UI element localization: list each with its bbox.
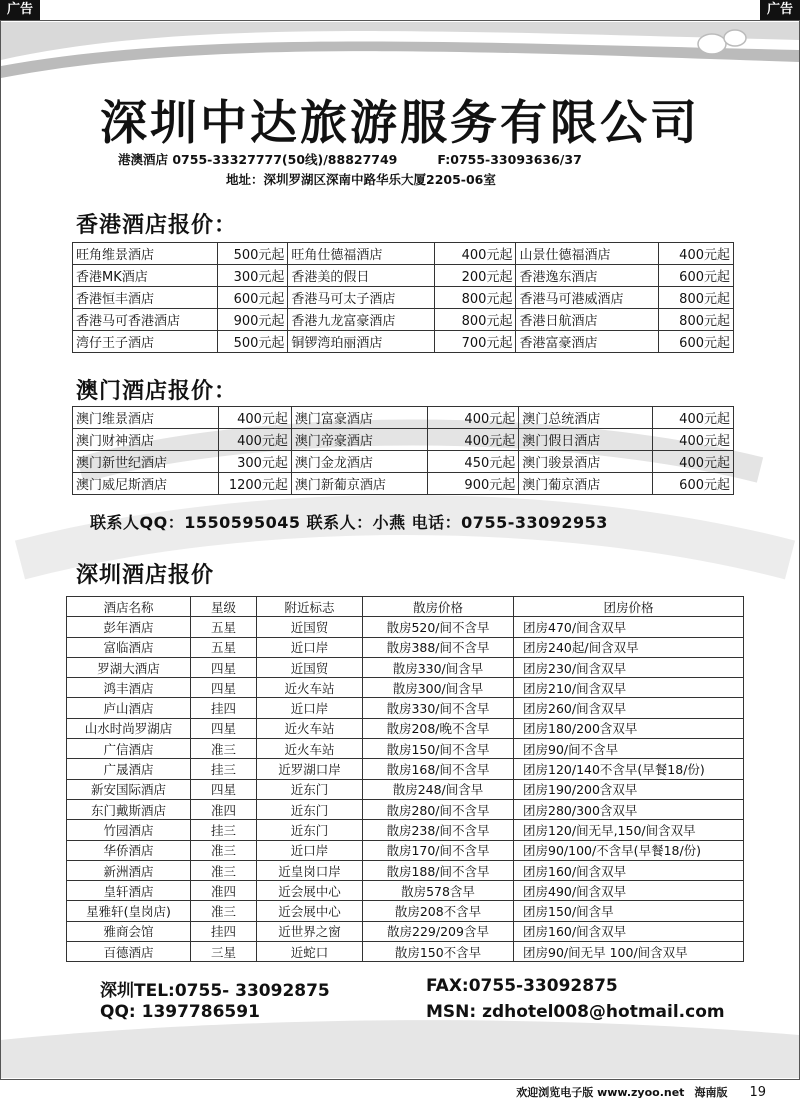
hotel-name: 香港逸东酒店 (516, 265, 659, 287)
table-row (73, 309, 734, 331)
hotel-price: 500元起 (217, 243, 288, 265)
single-room-price: 散房168/间不含早 (363, 759, 514, 779)
hotel-price: 800元起 (659, 287, 734, 309)
footer-tel: 深圳TEL:0755- 33092875 (100, 981, 330, 1001)
hotel-name: 香港富豪酒店 (516, 331, 659, 353)
ad-tag-left: 广告 (0, 0, 40, 20)
landmark: 近蛇口 (257, 942, 363, 962)
column-header: 散房价格 (363, 597, 514, 617)
landmark: 近会展中心 (257, 881, 363, 901)
hotel-price: 800元起 (435, 309, 516, 331)
hotel-price: 1200元起 (219, 473, 292, 495)
single-room-price: 散房520/间不含早 (363, 617, 514, 637)
footer-msn: MSN: zdhotel008@hotmail.com (426, 1002, 725, 1022)
hotel-price: 400元起 (659, 243, 734, 265)
table-row (67, 860, 744, 880)
landmark: 近东门 (257, 779, 363, 799)
landmark: 近东门 (257, 799, 363, 819)
table-row (67, 657, 744, 677)
hotel-name: 华侨酒店 (67, 840, 191, 860)
single-room-price: 散房150/间不含早 (363, 739, 514, 759)
hotel-name: 广信酒店 (67, 739, 191, 759)
hotel-name: 香港日航酒店 (516, 309, 659, 331)
shenzhen-section-title: 深圳酒店报价 (76, 563, 215, 588)
hotel-price: 900元起 (427, 473, 519, 495)
landmark: 近国贸 (257, 617, 363, 637)
hotel-price: 400元起 (435, 243, 516, 265)
hotel-name: 澳门金龙酒店 (291, 451, 427, 473)
hotel-name: 庐山酒店 (67, 698, 191, 718)
hotel-name: 彭年酒店 (67, 617, 191, 637)
macau-section-title: 澳门酒店报价： (76, 379, 238, 404)
star-rating: 五星 (191, 637, 257, 657)
star-rating: 四星 (191, 657, 257, 677)
landmark: 近火车站 (257, 678, 363, 698)
hotel-price: 900元起 (217, 309, 288, 331)
hotel-name: 澳门假日酒店 (519, 429, 653, 451)
hotel-name: 澳门总统酒店 (519, 407, 653, 429)
hotel-name: 山景仕德福酒店 (516, 243, 659, 265)
group-room-price: 团房90/间不含早 (514, 739, 744, 759)
footer-qq: QQ: 1397786591 (100, 1002, 260, 1022)
star-rating: 四星 (191, 718, 257, 738)
hotel-name: 旺角维景酒店 (73, 243, 218, 265)
single-room-price: 散房150不含早 (363, 942, 514, 962)
table-header-row (67, 597, 744, 617)
group-room-price: 团房90/100/不含早(早餐18/份) (514, 840, 744, 860)
single-room-price: 散房388/间不含早 (363, 637, 514, 657)
page-number: 19 (749, 1085, 766, 1100)
table-row (67, 921, 744, 941)
group-room-price: 团房120/间无早,150/间含双早 (514, 820, 744, 840)
hotel-name: 星雅轩(皇岗店) (67, 901, 191, 921)
hotel-name: 澳门维景酒店 (73, 407, 219, 429)
landmark: 近东门 (257, 820, 363, 840)
hotel-price: 400元起 (652, 429, 733, 451)
hotel-name: 旺角仕德福酒店 (288, 243, 435, 265)
hotel-price: 400元起 (219, 429, 292, 451)
star-rating: 三星 (191, 942, 257, 962)
phone-line (118, 150, 582, 168)
hotel-name: 百德酒店 (67, 942, 191, 962)
table-row (67, 637, 744, 657)
address-line: 地址：深圳罗湖区深南中路华乐大厦2205-06室 (226, 172, 496, 187)
hotel-name: 香港MK酒店 (73, 265, 218, 287)
hotel-name: 澳门帝豪酒店 (291, 429, 427, 451)
hotel-name: 罗湖大酒店 (67, 657, 191, 677)
star-rating: 准三 (191, 901, 257, 921)
hotel-price: 450元起 (427, 451, 519, 473)
table-row (67, 820, 744, 840)
table-row (67, 840, 744, 860)
landmark: 近皇岗口岸 (257, 860, 363, 880)
single-room-price: 散房330/间不含早 (363, 698, 514, 718)
landmark: 近会展中心 (257, 901, 363, 921)
header-fax: F:0755-33093636/37 (437, 152, 582, 167)
footer-brand: 海南版 (694, 1086, 728, 1099)
single-room-price: 散房170/间不含早 (363, 840, 514, 860)
hotel-name: 澳门新世纪酒店 (73, 451, 219, 473)
star-rating: 挂四 (191, 921, 257, 941)
page-footer (516, 1084, 766, 1100)
table-row (73, 429, 734, 451)
hotel-name: 广晟酒店 (67, 759, 191, 779)
table-row (73, 287, 734, 309)
hotel-name: 雅商会馆 (67, 921, 191, 941)
hotel-name: 鸿丰酒店 (67, 678, 191, 698)
table-row (67, 799, 744, 819)
group-room-price: 团房260/间含双早 (514, 698, 744, 718)
star-rating: 挂三 (191, 759, 257, 779)
hotel-price: 600元起 (217, 287, 288, 309)
hotel-price: 400元起 (652, 451, 733, 473)
single-room-price: 散房578含早 (363, 881, 514, 901)
table-row (67, 942, 744, 962)
hotel-price: 400元起 (652, 407, 733, 429)
hotel-price: 200元起 (435, 265, 516, 287)
landmark: 近罗湖口岸 (257, 759, 363, 779)
footer-site-text: 欢迎浏览电子版 www.zyoo.net (516, 1086, 685, 1099)
hotel-price: 300元起 (217, 265, 288, 287)
hotel-price: 600元起 (659, 331, 734, 353)
hotel-name: 香港美的假日 (288, 265, 435, 287)
hotel-name: 香港九龙富豪酒店 (288, 309, 435, 331)
hotel-name: 澳门新葡京酒店 (291, 473, 427, 495)
hotel-name: 澳门威尼斯酒店 (73, 473, 219, 495)
table-row (67, 617, 744, 637)
hotel-name: 新洲酒店 (67, 860, 191, 880)
hotel-price: 400元起 (427, 429, 519, 451)
group-room-price: 团房490/间含双早 (514, 881, 744, 901)
landmark: 近口岸 (257, 698, 363, 718)
hotel-name: 澳门财神酒店 (73, 429, 219, 451)
table-row (73, 265, 734, 287)
hotel-price: 300元起 (219, 451, 292, 473)
table-row (67, 739, 744, 759)
hotel-name: 澳门骏景酒店 (519, 451, 653, 473)
table-row (67, 718, 744, 738)
hotel-name: 新安国际酒店 (67, 779, 191, 799)
table-row (67, 779, 744, 799)
table-row (73, 473, 734, 495)
hotel-name: 竹园酒店 (67, 820, 191, 840)
hotel-price: 500元起 (217, 331, 288, 353)
hk-section-title: 香港酒店报价： (76, 213, 238, 238)
single-room-price: 散房208不含早 (363, 901, 514, 921)
table-row (67, 759, 744, 779)
macau-hotel-table (72, 406, 734, 495)
company-title: 深圳中达旅游服务有限公司 (100, 96, 700, 151)
landmark: 近口岸 (257, 840, 363, 860)
table-row (73, 451, 734, 473)
table-row (67, 698, 744, 718)
group-room-price: 团房180/200含双早 (514, 718, 744, 738)
hotel-name: 富临酒店 (67, 637, 191, 657)
group-room-price: 团房160/间含双早 (514, 860, 744, 880)
column-header: 附近标志 (257, 597, 363, 617)
hotel-name: 香港恒丰酒店 (73, 287, 218, 309)
contact-line: 联系人QQ：1550595045 联系人：小燕 电话：0755-33092953 (90, 513, 608, 532)
star-rating: 挂四 (191, 698, 257, 718)
group-room-price: 团房470/间含双早 (514, 617, 744, 637)
hotel-price: 600元起 (659, 265, 734, 287)
footer-fax: FAX:0755-33092875 (426, 976, 618, 996)
table-row (73, 331, 734, 353)
table-row (67, 881, 744, 901)
table-row (67, 678, 744, 698)
hotel-price: 400元起 (219, 407, 292, 429)
table-row (73, 407, 734, 429)
column-header: 团房价格 (514, 597, 744, 617)
hotel-name: 澳门富豪酒店 (291, 407, 427, 429)
hotel-price: 700元起 (435, 331, 516, 353)
hotel-name: 铜锣湾珀丽酒店 (288, 331, 435, 353)
single-room-price: 散房229/209含早 (363, 921, 514, 941)
hotel-name: 山水时尚罗湖店 (67, 718, 191, 738)
single-room-price: 散房330/间含早 (363, 657, 514, 677)
star-rating: 准四 (191, 799, 257, 819)
star-rating: 五星 (191, 617, 257, 637)
group-room-price: 团房90/间无早 100/间含双早 (514, 942, 744, 962)
hotel-name: 湾仔王子酒店 (73, 331, 218, 353)
hotel-price: 400元起 (427, 407, 519, 429)
group-room-price: 团房120/140不含早(早餐18/份) (514, 759, 744, 779)
landmark: 近国贸 (257, 657, 363, 677)
hotel-price: 800元起 (435, 287, 516, 309)
star-rating: 四星 (191, 678, 257, 698)
table-row (67, 901, 744, 921)
landmark: 近火车站 (257, 739, 363, 759)
group-room-price: 团房280/300含双早 (514, 799, 744, 819)
star-rating: 准三 (191, 860, 257, 880)
ad-tag-right: 广告 (760, 0, 800, 20)
hotel-name: 澳门葡京酒店 (519, 473, 653, 495)
landmark: 近火车站 (257, 718, 363, 738)
group-room-price: 团房150/间含早 (514, 901, 744, 921)
column-header: 酒店名称 (67, 597, 191, 617)
hotel-name: 香港马可港威酒店 (516, 287, 659, 309)
hotel-name: 香港马可香港酒店 (73, 309, 218, 331)
group-room-price: 团房240起/间含双早 (514, 637, 744, 657)
landmark: 近口岸 (257, 637, 363, 657)
table-row (73, 243, 734, 265)
hotel-name: 东门戴斯酒店 (67, 799, 191, 819)
group-room-price: 团房160/间含双早 (514, 921, 744, 941)
star-rating: 挂三 (191, 820, 257, 840)
column-header: 星级 (191, 597, 257, 617)
single-room-price: 散房300/间含早 (363, 678, 514, 698)
shenzhen-hotel-table (66, 596, 744, 962)
hotel-price: 600元起 (652, 473, 733, 495)
hotel-name: 皇轩酒店 (67, 881, 191, 901)
group-room-price: 团房210/间含双早 (514, 678, 744, 698)
star-rating: 准三 (191, 739, 257, 759)
single-room-price: 散房208/晚不含早 (363, 718, 514, 738)
landmark: 近世界之窗 (257, 921, 363, 941)
hotel-price: 800元起 (659, 309, 734, 331)
hk-hotel-table (72, 242, 734, 353)
single-room-price: 散房188/间不含早 (363, 860, 514, 880)
group-room-price: 团房190/200含双早 (514, 779, 744, 799)
star-rating: 准四 (191, 881, 257, 901)
hotline-phone: 港澳酒店 0755-33327777(50线)/88827749 (118, 152, 398, 167)
single-room-price: 散房248/间含早 (363, 779, 514, 799)
star-rating: 准三 (191, 840, 257, 860)
single-room-price: 散房238/间不含早 (363, 820, 514, 840)
group-room-price: 团房230/间含双早 (514, 657, 744, 677)
star-rating: 四星 (191, 779, 257, 799)
hotel-name: 香港马可太子酒店 (288, 287, 435, 309)
single-room-price: 散房280/间不含早 (363, 799, 514, 819)
